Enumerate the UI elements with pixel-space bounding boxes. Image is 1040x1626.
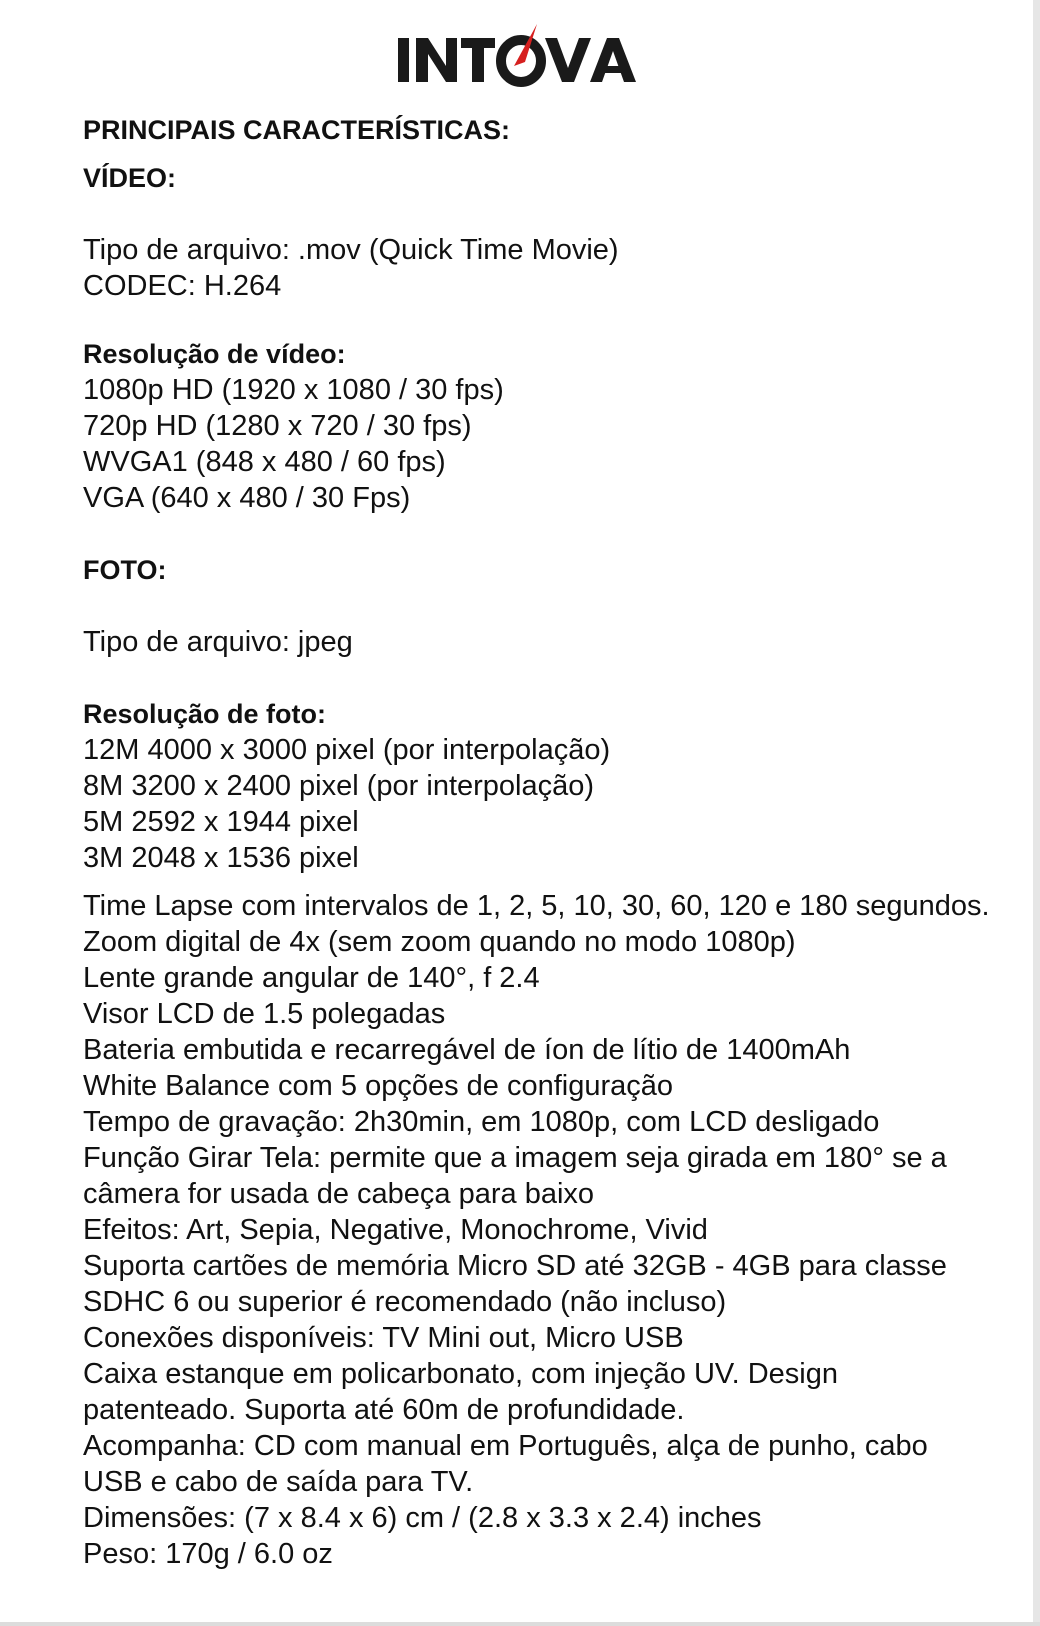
photo-file-type: Tipo de arquivo: jpeg: [83, 626, 353, 658]
intova-logo: [0, 22, 1040, 97]
spec-line: Acompanha: CD com manual em Português, alça de punho, cabo: [83, 1430, 928, 1462]
spec-line: USB e cabo de saída para TV.: [83, 1466, 474, 1498]
intova-logo-graphic: [390, 22, 650, 92]
photo-resolution-item: 5M 2592 x 1944 pixel: [83, 806, 359, 838]
photo-heading: FOTO:: [83, 555, 167, 585]
spec-line: Conexões disponíveis: TV Mini out, Micro USB: [83, 1322, 684, 1354]
spec-line: patenteado. Suporta até 60m de profundidade.: [83, 1394, 685, 1426]
spec-line: Função Girar Tela: permite que a imagem seja girada em 180° se a: [83, 1142, 947, 1174]
spec-line: Suporta cartões de memória Micro SD até 32GB - 4GB para classe: [83, 1250, 947, 1282]
spec-line: Efeitos: Art, Sepia, Negative, Monochrome, Vivid: [83, 1214, 708, 1246]
features-heading: PRINCIPAIS CARACTERÍSTICAS:: [83, 115, 511, 145]
spec-line: Visor LCD de 1.5 polegadas: [83, 998, 446, 1030]
video-resolution-item: VGA (640 x 480 / 30 Fps): [83, 482, 411, 514]
spec-line: Bateria embutida e recarregável de íon de lítio de 1400mAh: [83, 1034, 851, 1066]
photo-resolution-item: 12M 4000 x 3000 pixel (por interpolação): [83, 734, 611, 766]
spec-line: White Balance com 5 opções de configuração: [83, 1070, 674, 1102]
spec-line: Peso: 170g / 6.0 oz: [83, 1538, 333, 1570]
spec-line: Zoom digital de 4x (sem zoom quando no modo 1080p): [83, 926, 796, 958]
features-document: [83, 112, 1033, 1572]
page-edge-right: [1033, 0, 1040, 1626]
spec-line: Dimensões: (7 x 8.4 x 6) cm / (2.8 x 3.3 x 2.4) inches: [83, 1502, 762, 1534]
page-edge-bottom: [0, 1622, 1040, 1626]
photo-resolution-item: 8M 3200 x 2400 pixel (por interpolação): [83, 770, 595, 802]
video-resolution-heading: Resolução de vídeo:: [83, 339, 346, 369]
video-heading: VÍDEO:: [83, 163, 177, 193]
spec-line: Lente grande angular de 140°, f 2.4: [83, 962, 540, 994]
video-codec: CODEC: H.264: [83, 270, 282, 302]
spec-line: SDHC 6 ou superior é recomendado (não incluso): [83, 1286, 727, 1318]
video-resolution-item: 1080p HD (1920 x 1080 / 30 fps): [83, 374, 504, 406]
video-resolution-item: 720p HD (1280 x 720 / 30 fps): [83, 410, 472, 442]
video-resolution-item: WVGA1 (848 x 480 / 60 fps): [83, 446, 446, 478]
spec-line: Time Lapse com intervalos de 1, 2, 5, 10, 30, 60, 120 e 180 segundos.: [83, 890, 990, 922]
spec-line: Caixa estanque em policarbonato, com injeção UV. Design: [83, 1358, 838, 1390]
video-file-type: Tipo de arquivo: .mov (Quick Time Movie): [83, 234, 619, 266]
spec-line: Tempo de gravação: 2h30min, em 1080p, com LCD desligado: [83, 1106, 880, 1138]
photo-resolution-item: 3M 2048 x 1536 pixel: [83, 842, 359, 874]
photo-resolution-heading: Resolução de foto:: [83, 699, 327, 729]
spec-line: câmera for usada de cabeça para baixo: [83, 1178, 595, 1210]
